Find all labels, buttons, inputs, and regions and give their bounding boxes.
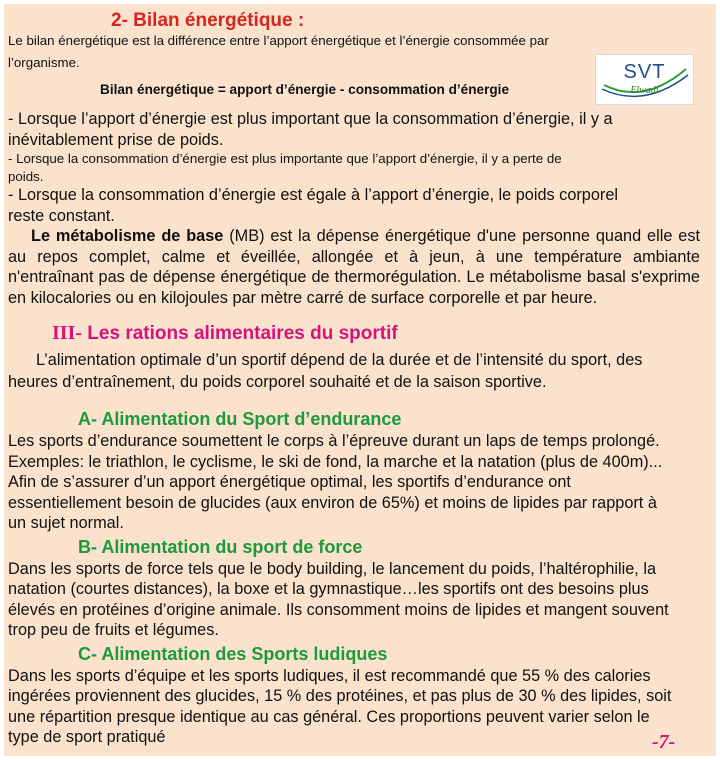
bilan-formula: Bilan énergétique = apport d’énergie - consommation d’énergie <box>100 82 510 97</box>
section-title-bilan: 2- Bilan énergétique : <box>111 10 305 31</box>
force-line-3: élevés en protéines d’origine animale. Ils consomment moins de lipides et mangent souvent <box>8 601 669 619</box>
subsection-title-ludiques: C- Alimentation des Sports ludiques <box>78 644 388 664</box>
ludiques-line-4: type de sport pratiqué <box>8 728 166 746</box>
section-title-rations <box>52 322 398 345</box>
bilan-case-3-line-2: reste constant. <box>8 207 115 225</box>
endurance-line-4: essentiellement besoin de glucides (aux environ de 65%) et moins de lipides par rapport à <box>8 494 657 512</box>
ludiques-line-3: une répartition presque identique au cas général. Ces proportions peuvent varier selon le <box>8 708 650 726</box>
metabolisme-term: Le métabolisme de base <box>31 227 224 245</box>
metabolisme-paragraph <box>8 226 700 308</box>
rations-intro-line-1: L’alimentation optimale d’un sportif dépend de la durée et de l’intensité du sport, des <box>36 351 643 369</box>
page-number: -7- <box>652 731 676 753</box>
endurance-line-2: Exemples: le triathlon, le cyclisme, le ski de fond, la marche et la natation (plus de 400m)... <box>8 453 663 471</box>
force-line-4: trop peu de fruits et légumes. <box>8 621 219 639</box>
endurance-line-3: Afin de s’assurer d’un apport énergétique optimal, les sportifs d’endurance ont <box>8 473 571 491</box>
page <box>4 4 716 756</box>
bilan-case-1-line-1: - Lorsque l’apport d’énergie est plus important que la consommation d’énergie, il y a <box>8 110 613 128</box>
bilan-definition-line-1: Le bilan énergétique est la différence entre l’apport énergétique et l’énergie consommée par <box>8 33 549 48</box>
force-line-1: Dans les sports de force tels que le body building, le lancement du poids, l’haltérophilie, la <box>8 560 657 578</box>
section-number: III- <box>52 322 83 344</box>
svt-logo <box>595 54 694 105</box>
bilan-case-1-line-2: inévitablement prise de poids. <box>8 131 224 149</box>
subsection-title-force: B- Alimentation du sport de force <box>78 537 363 557</box>
ludiques-line-2: ingérées proviennent des glucides, 15 % des protéines, et pas plus de 30 % des lipides, soit <box>8 687 672 705</box>
logo-text: SVT <box>623 61 666 83</box>
subsection-title-endurance: A- Alimentation du Sport d’endurance <box>78 409 402 429</box>
force-line-2: natation (courtes distances), la boxe et la gymnastique…les sportifs ont des besoins plus <box>8 580 649 598</box>
bilan-definition-line-2: l’organisme. <box>8 55 80 70</box>
bilan-case-2-line-2: poids. <box>8 169 44 184</box>
endurance-line-1: Les sports d’endurance soumettent le corps à l’épreuve durant un laps de temps prolongé. <box>8 432 660 450</box>
logo-subtext: Elwadi <box>630 85 659 96</box>
section-title-text: Les rations alimentaires du sportif <box>82 323 398 344</box>
rations-intro-line-2: heures d’entraînement, du poids corporel souhaité et de la saison sportive. <box>8 373 547 391</box>
bilan-case-3-line-1: - Lorsque la consommation d’énergie est égale à l’apport d’énergie, le poids corporel <box>8 186 619 204</box>
bilan-case-2-line-1: - Lorsque la consommation d’énergie est plus importante que l’apport d’énergie, il y a perte de <box>8 151 562 166</box>
metabolisme-text: (MB) est la dépense énergétique d'une personne quand elle est au repos complet, calme et éveillée, allongée et à jeun, à une température ambiante n'entraînant pas de dépense énergétique de thermorégulation. Le métabolisme basal s'exprime en kilocalories ou en kilojoules par mètre carré de surface corporelle et par heure. <box>8 227 701 307</box>
ludiques-line-1: Dans les sports d’équipe et les sports ludiques, il est recommandé que 55 % des calories <box>8 667 651 685</box>
endurance-line-5: un sujet normal. <box>8 514 124 532</box>
